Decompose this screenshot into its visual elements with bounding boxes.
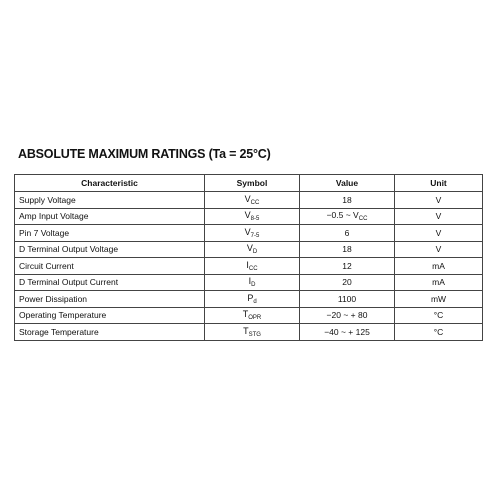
table-row <box>15 258 483 275</box>
cell-characteristic: Operating Temperature <box>15 307 205 324</box>
cell-characteristic: Supply Voltage <box>15 192 205 209</box>
table-body <box>15 192 483 341</box>
cell-symbol <box>205 192 300 209</box>
cell-unit: mW <box>395 291 483 308</box>
cell-unit: °C <box>395 307 483 324</box>
cell-symbol <box>205 291 300 308</box>
cell-symbol <box>205 307 300 324</box>
symbol-letter: P <box>247 292 254 303</box>
symbol-letter: I <box>246 259 249 270</box>
header-symbol: Symbol <box>205 175 300 192</box>
value-text: −20 ~ + 80 <box>326 310 368 321</box>
value-text: 1100 <box>337 293 357 304</box>
cell-symbol <box>205 241 300 258</box>
cell-value <box>300 225 395 242</box>
value-text: 18 <box>342 194 352 205</box>
symbol-letter: T <box>243 325 249 336</box>
value-text: −0.5 ~ V <box>326 210 359 221</box>
table-row <box>15 241 483 258</box>
symbol-letter: V <box>246 243 253 254</box>
header-row <box>15 175 483 192</box>
symbol-subscript: STG <box>248 331 261 338</box>
cell-symbol <box>205 258 300 275</box>
symbol-letter: V <box>244 210 251 221</box>
cell-value <box>300 241 395 258</box>
value-text: 6 <box>344 227 350 238</box>
cell-unit: V <box>395 192 483 209</box>
cell-unit: V <box>395 208 483 225</box>
cell-symbol <box>205 324 300 341</box>
cell-characteristic: Amp Input Voltage <box>15 208 205 225</box>
cell-value <box>300 291 395 308</box>
cell-unit: V <box>395 241 483 258</box>
symbol-subscript: 7-5 <box>250 232 260 239</box>
header-value: Value <box>300 175 395 192</box>
value-text: −40 ~ + 125 <box>324 326 370 337</box>
table-row <box>15 307 483 324</box>
symbol-subscript: D <box>252 249 258 256</box>
value-text: 18 <box>342 244 352 255</box>
cell-symbol <box>205 274 300 291</box>
header-characteristic: Characteristic <box>15 175 205 192</box>
symbol-subscript: 8-5 <box>250 216 260 223</box>
cell-characteristic: Power Dissipation <box>15 291 205 308</box>
cell-characteristic: Circuit Current <box>15 258 205 275</box>
cell-value <box>300 274 395 291</box>
cell-symbol <box>205 225 300 242</box>
value-text: 12 <box>342 260 352 271</box>
symbol-letter: I <box>248 276 252 287</box>
value-text: 20 <box>342 277 352 288</box>
table-row <box>15 274 483 291</box>
cell-value <box>300 192 395 209</box>
cell-value <box>300 258 395 275</box>
symbol-subscript: OPR <box>248 315 262 322</box>
cell-characteristic: Pin 7 Voltage <box>15 225 205 242</box>
symbol-subscript: CC <box>248 265 258 272</box>
table-title: ABSOLUTE MAXIMUM RATINGS (Ta = 25°C) <box>18 147 271 161</box>
cell-characteristic: Storage Temperature <box>15 324 205 341</box>
table-row <box>15 208 483 225</box>
symbol-letter: T <box>242 309 249 320</box>
cell-value <box>300 208 395 225</box>
table-row <box>15 225 483 242</box>
symbol-subscript: CC <box>250 199 260 206</box>
cell-unit: °C <box>395 324 483 341</box>
cell-unit: mA <box>395 258 483 275</box>
cell-characteristic: D Terminal Output Current <box>15 274 205 291</box>
table-row <box>15 192 483 209</box>
cell-unit: V <box>395 225 483 242</box>
cell-symbol <box>205 208 300 225</box>
table-row <box>15 291 483 308</box>
header-unit: Unit <box>395 175 483 192</box>
table-row <box>15 324 483 341</box>
cell-value <box>300 307 395 324</box>
cell-unit: mA <box>395 274 483 291</box>
value-subscript: CC <box>358 216 368 223</box>
symbol-letter: V <box>244 193 251 204</box>
symbol-subscript: d <box>253 298 257 305</box>
cell-value <box>300 324 395 341</box>
ratings-table <box>14 174 483 341</box>
symbol-subscript: D <box>251 282 256 289</box>
cell-characteristic: D Terminal Output Voltage <box>15 241 205 258</box>
symbol-letter: V <box>244 226 251 237</box>
